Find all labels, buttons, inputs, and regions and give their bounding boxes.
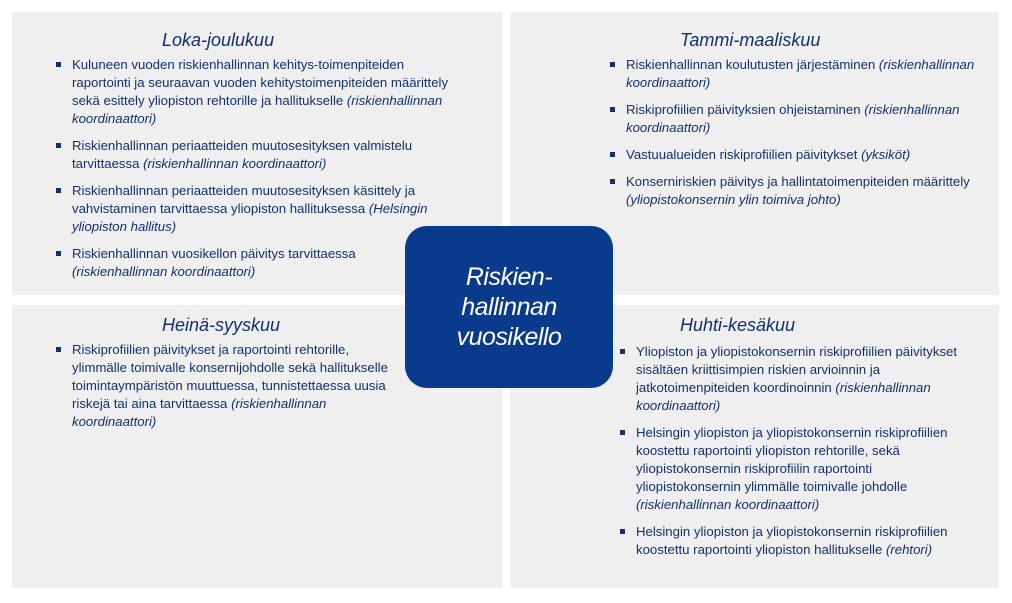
item-role: (riskienhallinnan koordinaattori) <box>72 264 256 279</box>
list-item <box>610 146 975 164</box>
list-item <box>610 56 975 92</box>
quadrant-title: Heinä-syyskuu <box>162 315 281 335</box>
item-text: Riskienhallinnan vuosikellon päivitys tarvittaessa <box>72 246 356 261</box>
item-text: Vastuualueiden riskiprofiilien päivitykset <box>626 147 862 162</box>
item-role: (riskienhallinnan koordinaattori) <box>626 102 960 135</box>
quadrant-title: Tammi-maaliskuu <box>680 30 821 50</box>
item-text: Riskiprofiilien päivitykset ja raportointi rehtorille, ylimmälle toimivalle konsernijohdolle sekä hallitukselle toimintaympäristön muuttuessa, tunnistettaessa uusia riskejä tai aina tarvittaessa <box>72 342 388 411</box>
task-list <box>610 56 975 218</box>
task-list <box>56 341 396 440</box>
item-text: Konserniriskien päivitys ja hallintatoimenpiteiden määrittely <box>626 174 970 189</box>
center-box <box>405 226 613 388</box>
item-text: Yliopiston ja yliopistokonsernin riskiprofiilien päivitykset sisältäen kriittisimpien riskien arvioinnin ja jatkotoimenpiteiden koordinoinnin <box>636 344 958 395</box>
item-text: Kuluneen vuoden riskienhallinnan kehitys-toimenpiteiden raportointi ja seuraavan vuoden kehitystoimenpiteiden määrittely sekä esittely yliopiston rehtorille ja hallitukselle <box>72 57 449 108</box>
item-role: (rehtori) <box>885 542 933 557</box>
list-item <box>56 245 451 281</box>
item-text: Helsingin yliopiston ja yliopistokonsernin riskiprofiilien koostettu raportointi yliopiston hallitukselle <box>636 524 948 557</box>
item-text: Riskienhallinnan periaatteiden muutosesityksen valmistelu tarvittaessa <box>72 138 413 171</box>
item-text: Riskienhallinnan koulutusten järjestäminen <box>626 57 879 72</box>
item-role: (riskienhallinnan koordinaattori) <box>636 497 820 512</box>
item-role: (riskienhallinnan koordinaattori) <box>143 156 327 171</box>
item-role: (riskienhallinnan koordinaattori) <box>626 57 975 90</box>
center-title: Riskien- hallinnan vuosikello <box>456 263 562 351</box>
item-role: (riskienhallinnan koordinaattori) <box>636 380 931 413</box>
list-item <box>56 341 396 431</box>
item-text: Helsingin yliopiston ja yliopistokonsernin riskiprofiilien koostettu raportointi yliopiston rehtorille, sekä yliopistokonsernin riskiprofiilin raportointi yliopistokonsernin ylimmälle toimivalle johdolle <box>636 425 948 494</box>
quadrant-title: Huhti-kesäkuu <box>680 315 796 335</box>
task-list <box>56 56 451 290</box>
task-list <box>620 343 975 568</box>
list-item <box>56 182 451 236</box>
list-item <box>620 424 975 514</box>
item-role: (yksiköt) <box>861 147 911 162</box>
item-text: Riskiprofiilien päivityksien ohjeistaminen <box>626 102 865 117</box>
quadrant-title: Loka-joulukuu <box>162 30 275 50</box>
list-item <box>56 56 451 128</box>
item-role: (yliopistokonsernin ylin toimiva johto) <box>626 192 841 207</box>
item-role: (riskienhallinnan koordinaattori) <box>72 93 443 126</box>
list-item <box>620 523 975 559</box>
item-role: (riskienhallinnan koordinaattori) <box>72 396 327 429</box>
list-item <box>610 101 975 137</box>
item-role: (Helsingin yliopiston hallitus) <box>72 201 428 234</box>
item-text: Riskienhallinnan periaatteiden muutosesityksen käsittely ja vahvistaminen tarvittaessa yliopiston hallituksessa <box>72 183 416 216</box>
list-item <box>620 343 975 415</box>
list-item <box>610 173 975 209</box>
list-item <box>56 137 451 173</box>
